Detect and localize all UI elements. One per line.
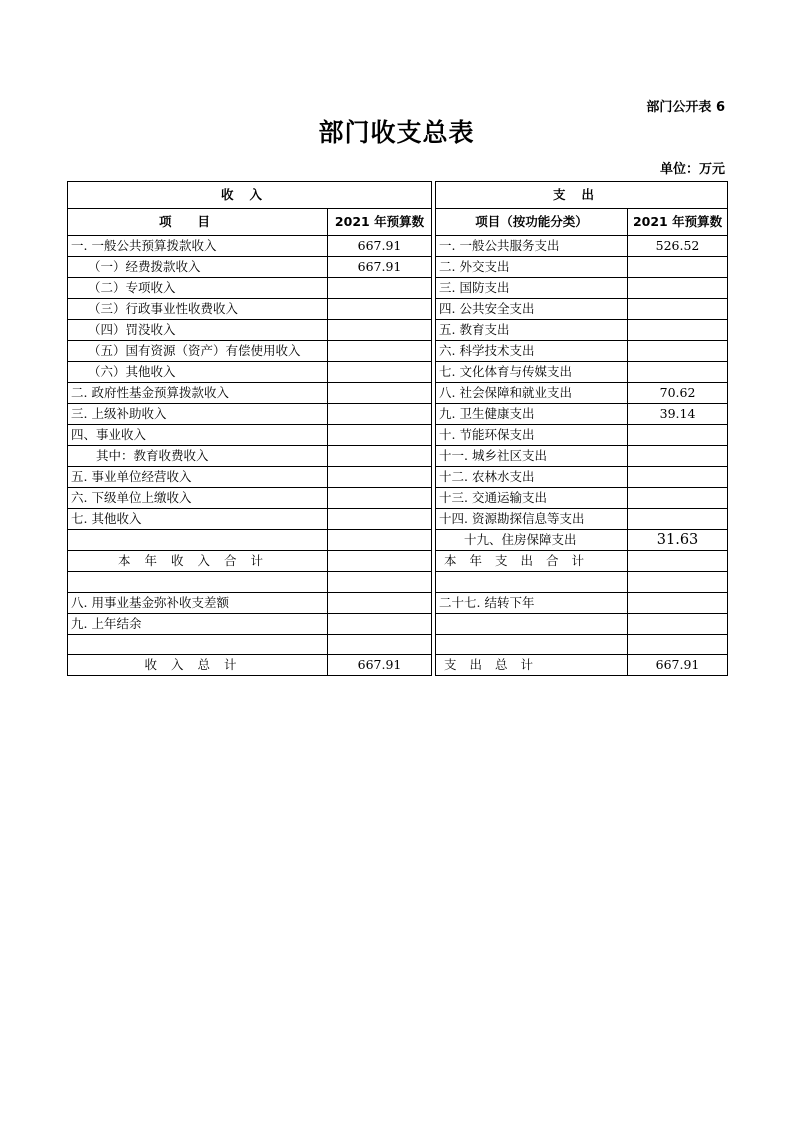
income-item: 六. 下级单位上缴收入 xyxy=(68,488,328,509)
income-value xyxy=(328,592,432,613)
section-header-row xyxy=(68,182,728,209)
table-row xyxy=(68,278,728,299)
income-item: 收入总计 xyxy=(68,655,328,676)
expense-value xyxy=(628,551,728,572)
expense-item xyxy=(436,634,628,655)
table-row xyxy=(68,613,728,634)
income-item: 三. 上级补助收入 xyxy=(68,404,328,425)
expense-item: 二. 外交支出 xyxy=(436,257,628,278)
income-value xyxy=(328,509,432,530)
expense-item: 十四. 资源勘探信息等支出 xyxy=(436,509,628,530)
table-row xyxy=(68,551,728,572)
income-value: 667.91 xyxy=(328,655,432,676)
expense-item: 五. 教育支出 xyxy=(436,320,628,341)
income-value xyxy=(328,613,432,634)
income-item: 四、事业收入 xyxy=(68,425,328,446)
expense-value: 526.52 xyxy=(628,236,728,257)
income-value xyxy=(328,572,432,593)
income-value xyxy=(328,299,432,320)
expense-item-header: 项目（按功能分类） xyxy=(436,209,628,236)
income-value: 667.91 xyxy=(328,257,432,278)
income-item xyxy=(68,530,328,551)
expense-item: 九. 卫生健康支出 xyxy=(436,404,628,425)
income-item: （五）国有资源（资产）有偿使用收入 xyxy=(68,341,328,362)
unit-label: 单位：万元 xyxy=(659,162,725,177)
income-value xyxy=(328,488,432,509)
income-item: 八. 用事业基金弥补收支差额 xyxy=(68,592,328,613)
income-value xyxy=(328,404,432,425)
income-value xyxy=(328,551,432,572)
expense-value xyxy=(628,572,728,593)
table-code: 部门公开表 6 xyxy=(646,100,725,115)
income-item: （一）经费拨款收入 xyxy=(68,257,328,278)
expense-value: 70.62 xyxy=(628,383,728,404)
table-row xyxy=(68,299,728,320)
income-item xyxy=(68,572,328,593)
income-item: （二）专项收入 xyxy=(68,278,328,299)
income-value xyxy=(328,320,432,341)
expense-value xyxy=(628,613,728,634)
income-item-header: 项目 xyxy=(68,209,328,236)
expense-section-header: 支出 xyxy=(436,182,728,209)
income-item: （六）其他收入 xyxy=(68,362,328,383)
income-item: 七. 其他收入 xyxy=(68,509,328,530)
table-row xyxy=(68,236,728,257)
expense-value xyxy=(628,341,728,362)
income-item: 一. 一般公共预算拨款收入 xyxy=(68,236,328,257)
expense-item: 十二. 农林水支出 xyxy=(436,467,628,488)
expense-item xyxy=(436,613,628,634)
expense-budget-header: 2021 年预算数 xyxy=(628,209,728,236)
income-budget-header: 2021 年预算数 xyxy=(328,209,432,236)
income-value xyxy=(328,278,432,299)
income-item: （四）罚没收入 xyxy=(68,320,328,341)
table-row xyxy=(68,341,728,362)
table-row xyxy=(68,446,728,467)
expense-item: 四. 公共安全支出 xyxy=(436,299,628,320)
income-value xyxy=(328,425,432,446)
expense-value: 39.14 xyxy=(628,404,728,425)
income-item xyxy=(68,634,328,655)
table-row xyxy=(68,655,728,676)
income-item: 本年收入合计 xyxy=(68,551,328,572)
expense-value xyxy=(628,320,728,341)
table-row xyxy=(68,362,728,383)
table-row xyxy=(68,257,728,278)
expense-value xyxy=(628,362,728,383)
income-item: 九. 上年结余 xyxy=(68,613,328,634)
expense-item xyxy=(436,572,628,593)
table-row xyxy=(68,509,728,530)
expense-item: 七. 文化体育与传媒支出 xyxy=(436,362,628,383)
table-row xyxy=(68,634,728,655)
expense-value: 667.91 xyxy=(628,655,728,676)
table-row xyxy=(68,488,728,509)
expense-item: 支出总计 xyxy=(436,655,628,676)
income-value xyxy=(328,362,432,383)
expense-value: 31.63 xyxy=(628,530,728,551)
income-item: 五. 事业单位经营收入 xyxy=(68,467,328,488)
income-value xyxy=(328,467,432,488)
income-item: （三）行政事业性收费收入 xyxy=(68,299,328,320)
expense-value xyxy=(628,257,728,278)
column-header-row xyxy=(68,209,728,236)
income-value xyxy=(328,341,432,362)
income-value xyxy=(328,634,432,655)
table-row xyxy=(68,592,728,613)
expense-item: 十三. 交通运输支出 xyxy=(436,488,628,509)
table-row xyxy=(68,383,728,404)
expense-value xyxy=(628,509,728,530)
table-row xyxy=(68,572,728,593)
expense-value xyxy=(628,592,728,613)
expense-item: 六. 科学技术支出 xyxy=(436,341,628,362)
income-item: 二. 政府性基金预算拨款收入 xyxy=(68,383,328,404)
expense-item: 八. 社会保障和就业支出 xyxy=(436,383,628,404)
income-value xyxy=(328,530,432,551)
table-row xyxy=(68,404,728,425)
expense-value xyxy=(628,634,728,655)
income-value xyxy=(328,446,432,467)
income-section-header: 收入 xyxy=(68,182,432,209)
expense-value xyxy=(628,446,728,467)
expense-value xyxy=(628,467,728,488)
income-value: 667.91 xyxy=(328,236,432,257)
expense-item: 二十七. 结转下年 xyxy=(436,592,628,613)
table-row xyxy=(68,425,728,446)
expense-value xyxy=(628,425,728,446)
expense-item: 本年支出合计 xyxy=(436,551,628,572)
expense-item: 十一. 城乡社区支出 xyxy=(436,446,628,467)
expense-value xyxy=(628,488,728,509)
expense-item: 十九、住房保障支出 xyxy=(436,530,628,551)
income-value xyxy=(328,383,432,404)
document-title: 部门收支总表 xyxy=(318,118,475,147)
table-row xyxy=(68,467,728,488)
expense-item: 十. 节能环保支出 xyxy=(436,425,628,446)
income-item: 其中：教育收费收入 xyxy=(68,446,328,467)
table-row xyxy=(68,320,728,341)
expense-value xyxy=(628,278,728,299)
table-row xyxy=(68,530,728,551)
expense-value xyxy=(628,299,728,320)
expense-item: 一. 一般公共服务支出 xyxy=(436,236,628,257)
budget-table xyxy=(67,181,728,676)
expense-item: 三. 国防支出 xyxy=(436,278,628,299)
